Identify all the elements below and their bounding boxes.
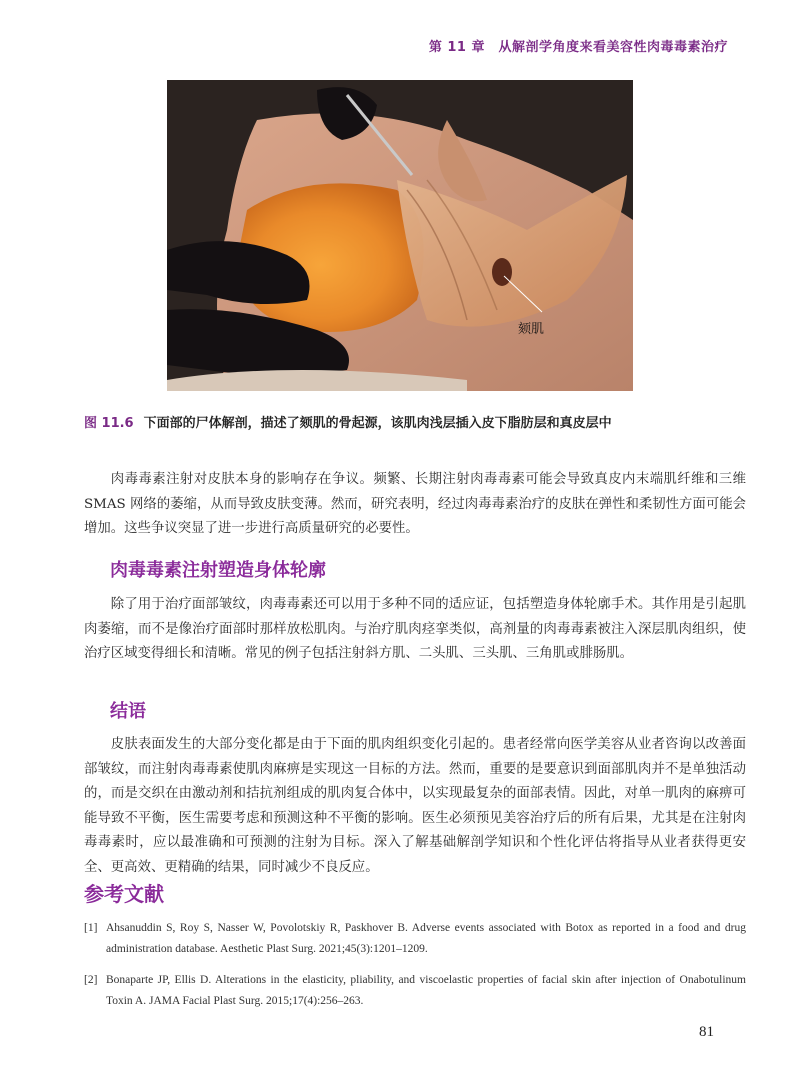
section-heading-conclusion: 结语 (110, 701, 146, 722)
reference-item (84, 970, 746, 1012)
figure-label-mentalis: 颏肌 (518, 322, 545, 337)
page-number: 81 (699, 1024, 714, 1040)
dissection-photo-drawing (167, 80, 633, 391)
caption-text: 下面部的尸体解剖，描述了颏肌的骨起源，该肌肉浅层插入皮下脂肪层和真皮层中 (143, 416, 612, 431)
references-list (84, 918, 746, 1022)
references-heading: 参考文献 (84, 882, 164, 906)
dissection-photo (167, 80, 633, 391)
caption-number: 图 11.6 (84, 416, 134, 431)
reference-text: Ahsanuddin S, Roy S, Nasser W, Povolotskiy R, Paskhover B. Adverse events associated with Botox as reported in a food and drug administration database. Aesthetic Plast Surg. 2021;45(3):1201–1209. (106, 922, 746, 955)
reference-item (84, 918, 746, 960)
section-heading-body-contouring: 肉毒毒素注射塑造身体轮廓 (110, 560, 326, 581)
running-head: 第 11 章 从解剖学角度来看美容性肉毒毒素治疗 (428, 40, 728, 55)
paragraph-skin-effects: 肉毒毒素注射对皮肤本身的影响存在争议。频繁、长期注射肉毒毒素可能会导致真皮内末端肌纤维和三维 SMAS 网络的萎缩，从而导致皮肤变薄。然而，研究表明，经过肉毒毒素治疗的皮肤在弹性和柔韧性方面可能会增加。这些争议突显了进一步进行高质量研究的必要性。 (84, 472, 746, 536)
paragraph-body-contouring: 除了用于治疗面部皱纹，肉毒毒素还可以用于多种不同的适应证，包括塑造身体轮廓手术。其作用是引起肌肉萎缩，而不是像治疗面部时那样放松肌肉。与治疗肌肉痉挛类似，高剂量的肉毒毒素被注入深层肌肉组织，使治疗区域变得细长和清晰。常见的例子包括注射斜方肌、二头肌、三头肌、三角肌或腓肠肌。 (84, 597, 746, 661)
reference-text: Bonaparte JP, Ellis D. Alterations in the elasticity, pliability, and viscoelastic properties of facial skin after injection of Onabotulinum Toxin A. JAMA Facial Plast Surg. 2015;17(4):256–263. (106, 974, 746, 1007)
paragraph-conclusion: 皮肤表面发生的大部分变化都是由于下面的肌肉组织变化引起的。患者经常向医学美容从业者咨询以改善面部皱纹，而注射肉毒毒素使肌肉麻痹是实现这一目标的方法。然而，重要的是要意识到面部肌肉并不是单独活动的，而是交织在由激动剂和拮抗剂组成的肌肉复合体中，以实现最复杂的面部表情。因此，对单一肌肉的麻痹可能导致不平衡，医生需要考虑和预测这种不平衡的影响。医生必须预见美容治疗后的所有后果，尤其是在注射肉毒毒素时，应以最准确和可预测的注射为目标。深入了解基础解剖学知识和个性化评估将指导从业者获得更安全、更高效、更精确的结果，同时减少不良反应。 (84, 737, 746, 875)
reference-index: [2] (84, 974, 98, 986)
figure-caption (84, 412, 744, 431)
reference-index: [1] (84, 922, 98, 934)
